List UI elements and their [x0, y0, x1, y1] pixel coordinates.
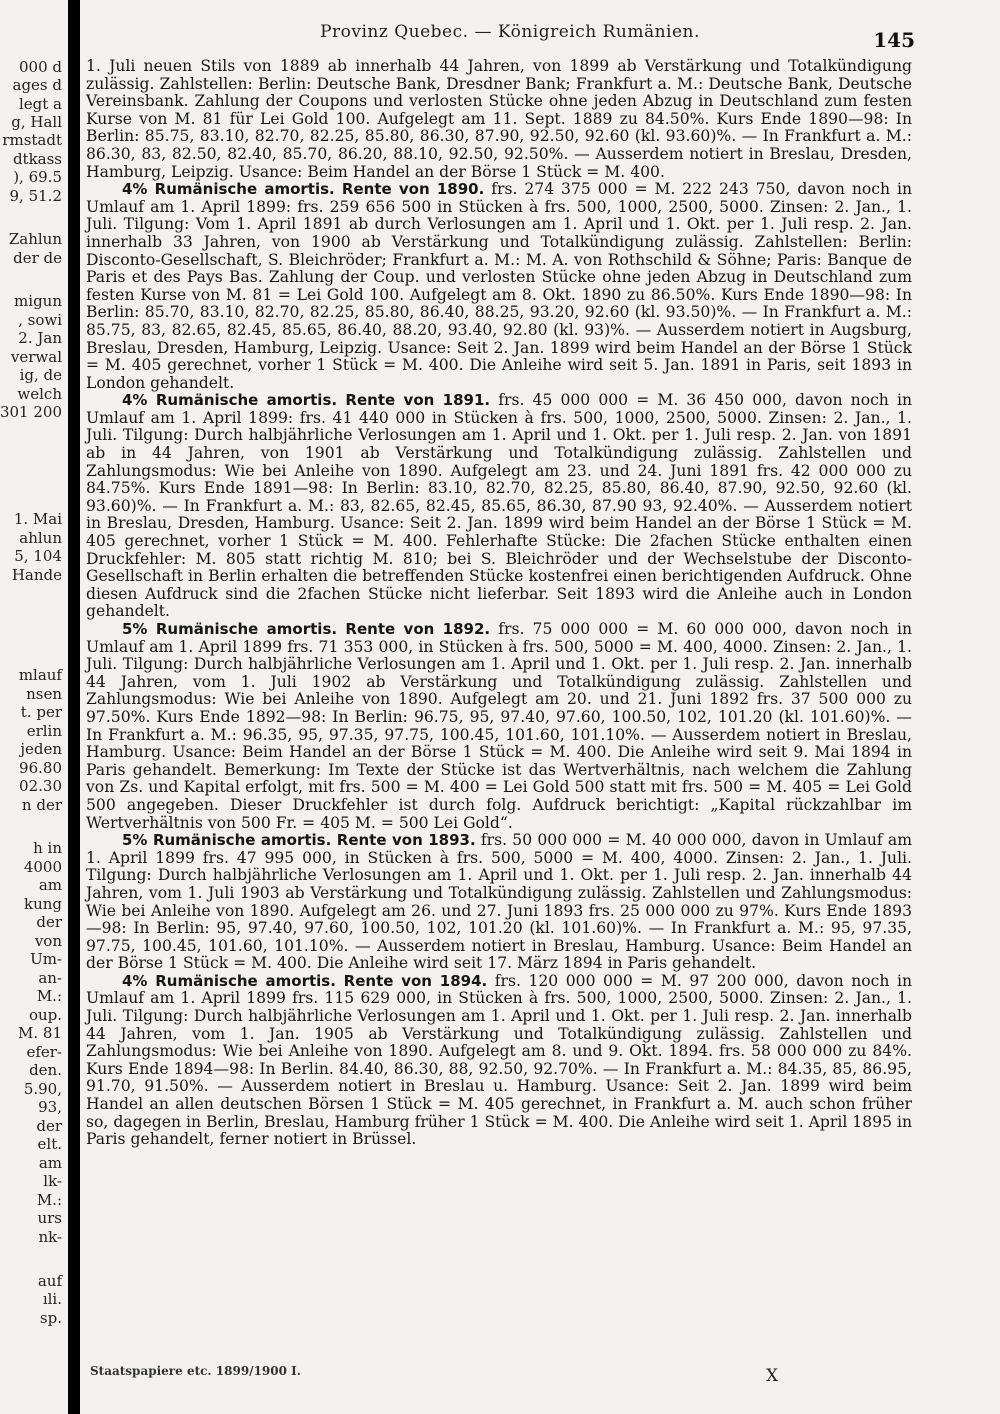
margin-fragment: den. [29, 1061, 62, 1079]
paragraph-text: 1. Juli neuen Stils von 1889 ab innerhalb 44 Jahren, von 1899 ab Verstärkung und Totalkündigung zulässig. Zahlstellen: Berlin: Deutsche Bank, Dresdner Bank; Frankfurt a. M.: Deutsche Bank, Deutsche Vereinsbank. Zahlung der Coupons und verlosten Stücke ohne jeden Abzug in Deutschland zum festen Kurse von M. 81 für Lei Gold 100. Aufgelegt am 11. Sept. 1889 zu 84.50%. Kurs Ende 1890—98: In Berlin: 85.75, 83.10, 82.70, 82.25, 85.80, 86.30, 87.90, 92.50, 92.60 (kl. 93.60)%. — In Frankfurt a. M.: 86.30, 83, 82.50, 82.40, 85.70, 86.20, 88.10, 92.50, 92.50%. — Ausserdem notiert in Breslau, Dresden, Hamburg, Leipzig. Usance: Beim Handel an der Börse 1 Stück = M. 400. [86, 57, 912, 181]
margin-fragment: verwal [10, 348, 62, 366]
page-number: 145 [873, 28, 915, 52]
margin-fragment: Zahlun [8, 230, 62, 248]
margin-fragment: oup. [28, 1006, 62, 1024]
margin-fragment: ig, de [19, 366, 62, 384]
entry-text: frs. 120 000 000 = M. 97 200 000, davon noch in Umlauf am 1. April 1899 frs. 115 629 000, in Stücken à frs. 500, 1000, 2500, 5000. Zinsen: 2. Jan., 1. Juli. Tilgung: Durch halbjährliche Verlosungen am 1. April und 1. Okt. per 1. Juli resp. 2. Jan. innerhalb 44 Jahren, vom 1. Jan. 1905 ab Verstärkung und Totalkündigung zulässig. Zahlstellen und Zahlungsmodus: Wie bei Anleihe von 1890. Aufgelegt am 8. und 9. Okt. 1894. frs. 58 000 000 zu 84%. Kurs Ende 1894—98: In Berlin. 84.40, 86.30, 88, 92.50, 92.70%. — In Frankfurt a. M.: 84.35, 85, 86.95, 91.70, 91.50%. — Ausserdem notiert in Breslau u. Hamburg. Usance: Seit 2. Jan. 1899 wird beim Handel an allen deutschen Börsen 1 Stück = M. 405 gerechnet, in Frankfurt a. M. auch schon früher so, dagegen in Berlin, Breslau, Hamburg früher 1 Stück = M. 400. Die Anleihe wird seit 1. April 1895 in Paris gehandelt, ferner notiert in Brüssel. [86, 971, 913, 1149]
margin-fragment: h in [33, 839, 62, 857]
margin-fragment: elt. [37, 1135, 62, 1153]
margin-fragment: 02.30 [19, 777, 62, 795]
bond-entry-1891 [86, 392, 912, 621]
margin-fragment: 1. Mai [13, 510, 62, 528]
margin-fragment: jeden [20, 740, 62, 758]
margin-fragment: ahlun [19, 529, 62, 547]
margin-fragment: der [36, 1117, 62, 1135]
margin-fragment: der [36, 913, 62, 931]
margin-fragment: migun [14, 292, 62, 310]
entry-heading: 4% Rumänische amortis. Rente von 1891. [122, 391, 491, 410]
margin-fragment: der de [13, 249, 62, 267]
margin-fragment: M.: [36, 987, 62, 1005]
entry-heading: 4% Rumänische amortis. Rente von 1894. [122, 971, 488, 990]
margin-fragment: am [38, 876, 62, 894]
margin-fragment: ıli. [42, 1290, 62, 1308]
bond-entry-1890 [86, 181, 912, 392]
margin-fragment: am [38, 1154, 62, 1172]
entry-text: frs. 274 375 000 = M. 222 243 750, davon noch in Umlauf am 1. April 1899: frs. 259 656 500 in Stücken à frs. 500, 1000, 2500, 5000. Zinsen: 2. Jan., 1. Juli. Tilgung: Vom 1. April 1891 ab durch Verlosungen am 1. April und 1. Okt. per 1. Juli resp. 2. Jan. innerhalb 33 Jahren, von 1900 ab Verstärkung und Totalkündigung zulässig. Zahlstellen: Berlin: Disconto-Gesellschaft, S. Bleichröder; Frankfurt a. M.: M. A. von Rothschild & Söhne; Paris: Banque de Paris et des Pays Bas. Zahlung der Coup. und verlosten Stücke ohne jeden Abzug in Deutschland zum festen Kurse von M. 81 = Lei Gold 100. Aufgelegt am 8. Okt. 1890 zu 86.50%. Kurs Ende 1890—98: In Berlin: 85.70, 83.10, 82.70, 82.25, 85.80, 86.40, 88.25, 93.20, 92.60 (kl. 93.50)%. — In Frankfurt a. M.: 85.75, 83, 82.65, 82.45, 85.65, 86.40, 88.20, 93.40, 92.80 (kl. 93)%. — Ausserdem notiert in Augsburg, Breslau, Dresden, Hamburg, Leipzig. Usance: Seit 2. Jan. 1899 wird beim Handel an der Börse 1 Stück = M. 405 gerechnet, vorher 1 Stück = M. 400. Die Anleihe wird seit 5. Jan. 1891 in Paris, seit 1893 in London gehandelt. [86, 180, 912, 392]
margin-fragment: legt a [18, 95, 62, 113]
margin-fragment: an- [38, 969, 62, 987]
paragraph-continuation [86, 58, 912, 181]
margin-fragment: kung [23, 895, 62, 913]
bond-entry-1894 [86, 973, 912, 1149]
margin-fragment: 93, [38, 1098, 62, 1116]
margin-fragment: Hande [11, 566, 62, 584]
margin-fragment: M.: [36, 1191, 62, 1209]
binding-gutter [68, 0, 80, 1414]
signature-mark: X [766, 1366, 779, 1386]
margin-fragment: 5, 104 [14, 547, 62, 565]
bond-entry-1893 [86, 832, 912, 973]
margin-fragment: , sowi [18, 311, 62, 329]
left-page-margin-fragments [0, 55, 66, 1414]
margin-fragment: Um- [30, 950, 62, 968]
margin-fragment: n der [21, 796, 62, 814]
margin-fragment: rmstadt [2, 131, 62, 149]
margin-fragment: sp. [39, 1309, 62, 1327]
margin-fragment: 96.80 [19, 759, 62, 777]
margin-fragment: g, Hall [11, 113, 62, 131]
margin-fragment: M. 81 [18, 1024, 62, 1042]
margin-fragment: nk- [38, 1228, 62, 1246]
margin-fragment: lk- [43, 1172, 62, 1190]
entry-heading: 5% Rumänische amortis. Rente von 1892. [122, 620, 491, 638]
margin-fragment: auf [37, 1272, 62, 1290]
footer-imprint: Staatspapiere etc. 1899/1900 I. [90, 1364, 301, 1378]
margin-fragment: 4000 [23, 858, 62, 876]
running-title: Provinz Quebec. — Königreich Rumänien. [320, 22, 700, 42]
margin-fragment: 9, 51.2 [9, 187, 62, 205]
entry-heading: 4% Rumänische amortis. Rente von 1890. [122, 180, 485, 199]
entry-heading: 5% Rumänische amortis. Rente von 1893. [122, 831, 476, 850]
entry-text: frs. 45 000 000 = M. 36 450 000, davon noch in Umlauf am 1. April 1899: frs. 41 440 000 in Stücken à frs. 500, 1000, 2500, 5000. Zinsen: 2. Jan., 1. Juli. Tilgung: Durch halbjährliche Verlosungen am 1. April und 1. Okt. per 1. Juli resp. 2. Jan. von 1891 ab in 44 Jahren, von 1901 ab Verstärkung und Totalkündigung zulässig. Zahlstellen und Zahlungsmodus: Wie bei Anleihe von 1890. Aufgelegt am 23. und 24. Juni 1891 frs. 42 000 000 zu 84.75%. Kurs Ende 1891—98: In Berlin: 83.10, 82.70, 82.25, 85.80, 86.40, 87.90, 92.50, 92.60 (kl. 93.60)%. — In Frankfurt a. M.: 83, 82.65, 82.45, 85.65, 86.30, 87.90 93, 92.40%. — Ausserdem notiert in Breslau, Dresden, Hamburg. Usance: Seit 2. Jan. 1899 wird beim Handel an der Börse 1 Stück = M. 405 gerechnet, vorher 1 Stück = M. 400. Fehlerhafte Stücke: Die 2fachen Stücke enthalten einen Druckfehler: M. 805 statt richtig M. 810; bei S. Bleichröder und der Wechselstube der Disconto-Gesellschaft in Berlin erhalten die betreffenden Stücke kostenfrei einen berichtigenden Aufdruck. Ohne diesen Aufdruck sind die 2fachen Stücke nicht lieferbar. Seit 1893 wird die Anleihe auch in London gehandelt. [86, 391, 912, 621]
entry-text: frs. 75 000 000 = M. 60 000 000, davon noch in Umlauf am 1. April 1899 frs. 71 353 000, in Stücken à frs. 500, 5000 = M. 400, 4000. Zinsen: 2. Jan., 1. Juli. Tilgung: Durch halbjährliche Verlosungen am 1. April und 1. Okt. per 1. Juli resp. 2. Jan. innerhalb 44 Jahren, vom 1. Juli 1902 ab Verstärkung und Totalkündigung zulässig. Zahlstellen und Zahlungsmodus: Wie bei Anleihe von 1890. Aufgelegt am 20. und 21. Juni 1892 frs. 37 500 000 zu 97.50%. Kurs Ende 1892—98: In Berlin: 96.75, 95, 97.40, 97.60, 100.50, 102, 101.20 (kl. 101.60)%. — In Frankfurt a. M.: 96.35, 95, 97.35, 97.75, 100.45, 101.60, 101.10%. — Ausserdem notiert in Breslau, Hamburg. Usance: Beim Handel an der Börse 1 Stück = M. 400. Die Anleihe wird seit 9. Mai 1894 in Paris gehandelt. Bemerkung: Im Texte der Stücke ist das Wertverhältnis, nach welchem die Zahlung von Zs. und Kapital erfolgt, mit frs. 500 = M. 400 = Lei Gold 500 statt mit frs. 500 = M. 405 = Lei Gold 500 angegeben. Dieser Druckfehler ist durch folg. Aufdruck berichtigt: „Kapital rückzahlbar im Wertverhältnis von 500 Fr. = 405 M. = 500 Lei Gold“. [86, 620, 912, 832]
margin-fragment: 5.90, [23, 1080, 62, 1098]
margin-fragment: von [34, 932, 62, 950]
margin-fragment: welch [17, 385, 62, 403]
entry-text: frs. 50 000 000 = M. 40 000 000, davon in Umlauf am 1. April 1899 frs. 47 995 000, in Stücken à frs. 500, 5000 = M. 400, 4000. Zinsen: 2. Jan., 1. Juli. Tilgung: Durch halbjährliche Verlosungen am 1. April und 1. Okt. per 1. Juli resp. 2. Jan. innerhalb 44 Jahren, vom 1. Juli 1903 ab Verstärkung und Totalkündigung zulässig. Zahlstellen und Zahlungsmodus: Wie bei Anleihe von 1890. Aufgelegt am 26. und 27. Juni 1893 frs. 25 000 000 zu 97%. Kurs Ende 1893—98: In Berlin: 95, 97.40, 97.60, 100.50, 102, 101.20 (kl. 101.60)%. — In Frankfurt a. M.: 95, 97.35, 97.75, 100.45, 101.60, 101.10%. — Ausserdem notiert in Breslau, Hamburg. Usance: Beim Handel an der Börse 1 Stück = M. 400. Die Anleihe wird seit 17. März 1894 in Paris gehandelt. [86, 831, 912, 973]
margin-fragment: 2. Jan [18, 329, 62, 347]
margin-fragment: ), 69.5 [13, 168, 62, 186]
margin-fragment: efer- [26, 1043, 62, 1061]
margin-fragment: nsen [26, 685, 62, 703]
margin-fragment: t. per [20, 703, 62, 721]
margin-fragment: 301 200 [0, 403, 62, 421]
margin-fragment: dtkass [12, 150, 62, 168]
margin-fragment: ages d [12, 76, 62, 94]
margin-fragment: 000 d [18, 58, 62, 76]
margin-fragment: urs [37, 1209, 62, 1227]
margin-fragment: erlin [26, 722, 62, 740]
margin-fragment: mlauf [18, 666, 62, 684]
bond-entry-1892 [86, 621, 912, 832]
main-text-column [86, 58, 912, 1149]
